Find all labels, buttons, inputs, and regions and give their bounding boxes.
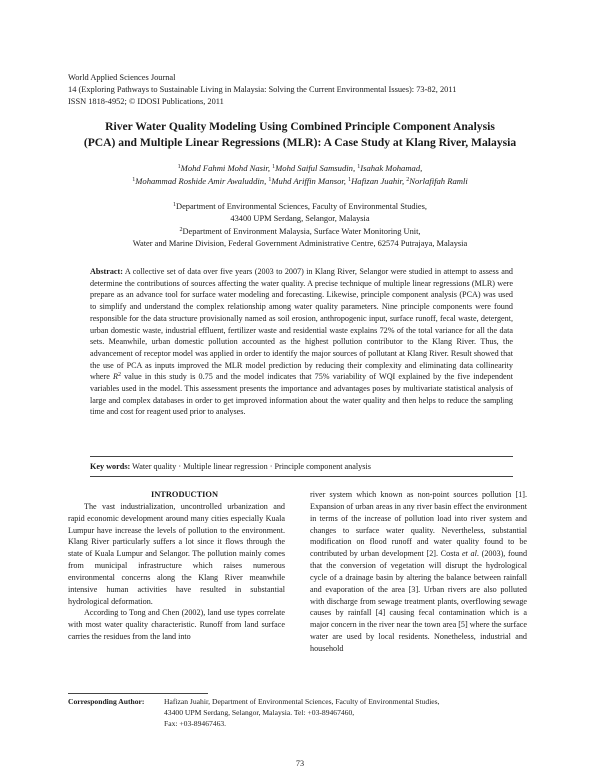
author-list (70, 162, 530, 187)
affiliation-1-line-1 (70, 201, 530, 213)
et-al-text: et al (461, 549, 477, 559)
affiliation-sup: 2 (179, 226, 183, 233)
paper-title (70, 119, 530, 151)
right-column (310, 489, 527, 655)
abstract-text-2: value in this study is 0.75 and the model indicates that 75% variability of WQI explained by the five independent variables used in the model. This assessment presents the importance and advantages poses by multivariate statistical analysis of large and complex databases in order to get improved information about the water quality and then helps to reduce the sampling time and cost for reagent used prior to analyses. (90, 372, 513, 417)
journal-name: World Applied Sciences Journal (68, 73, 176, 82)
keywords (90, 462, 513, 471)
left-column (68, 489, 285, 643)
intro-paragraph-2: According to Tong and Chen (2002), land use types correlate with most water quality characteristic. Runoff from land surface carries the residues from the land into (68, 608, 285, 642)
keywords-bottom-rule (90, 476, 513, 477)
author-name: Hafizan Juahir (351, 175, 402, 186)
section-heading: INTRODUCTION (150, 490, 218, 499)
author-line-1: $^1$Mohd Fahmi Mohd Nasir, $^1$Mohd Saiful Samsudin, $^1$Isahak Mohamad, (177, 163, 423, 173)
title-line-1: River Water Quality Modeling Using Combined Principle Component Analysis (105, 120, 495, 133)
affiliation-2-line-2: Water and Marine Division, Federal Government Administrative Centre, 62574 Putrajaya, Malaysia (132, 238, 468, 248)
title-line-2: (PCA) and Multiple Linear Regressions (MLR): A Case Study at Klang River, Malaysia (83, 136, 517, 149)
author-sup: 2 (406, 176, 410, 183)
affiliation-sup: 1 (173, 202, 177, 208)
author-line-2: $^1$Mohammad Roshide Amir Awaluddin, $^1$Muhd Ariffin Mansor, $^1$Hafizan Juahir, $^2$Norlafifah Ramli (132, 175, 468, 186)
author-name: Muhd Ariffin Mansor (271, 175, 344, 186)
author-sup: 1 (132, 176, 136, 183)
journal-header (68, 72, 538, 109)
corresponding-text: Hafizan Juahir, Department of Environmental Sciences, Faculty of Environmental Studies, (164, 697, 440, 706)
affiliations (70, 201, 530, 250)
author-name: Norlafifah Ramli (409, 175, 468, 186)
abstract-text-1: A collective set of data over five years (2003 to 2007) in Klang River, Selangor were studied in attempt to assess and determine the contributions of sources affecting the water quality. A precise technique of multiple linear regressions (MLR) were prepare as an advance tool for surface water modeling and forecasting. Likewise, principle component analysis (PCA) was used to simplify and understand the complex relationship among water quality parameters. Nine principle components were found responsible for the data structure provisionally named as soil erosion, anthropogenic input, surface runoff, fecal waste, detergent, urban domestic waste, industrial effluent, fertilizer waste and residential waste explains 72% of the total variance for all the data sets. Meanwhile, urban domestic pollution accounted as the highest pollution contributor to the Klang River. Thus, the advancement of receptor model was applied in order to identify the major sources of pollutant at Klang River. Result showed that the use of PCA as inputs improved the MLR model prediction by reducing their complexity and eliminating data collinearity where (90, 267, 513, 382)
corresponding-line-2: 43400 UPM Serdang, Selangor, Malaysia. Tel: +03-89467460, (164, 707, 355, 717)
author-name: Isahak Mohamad (360, 163, 421, 173)
author-sup: 1 (357, 164, 361, 170)
corresponding-label: Corresponding Author: (68, 697, 145, 706)
paragraph-text: river system which known as non-point sources pollution [1]. Expansion of urban areas in any river basin effect the environment in terms of the increase of pollution load into river system and changes to surface water quality. Nevertheless, substantial modification on flood runoff and water quality found to be contributed by urban development [2]. Costa (310, 490, 527, 559)
abstract (90, 266, 513, 418)
author-name: Mohd Saiful Samsudin (275, 163, 353, 173)
r-squared-symbol: R (113, 372, 118, 382)
affiliation-2-line-1 (70, 226, 530, 238)
affiliation-text: Department of Environmental Sciences, Faculty of Environmental Studies, (176, 202, 427, 211)
journal-issn: ISSN 1818-4952; © IDOSI Publications, 2011 (68, 97, 224, 107)
affiliation-text: Department of Environment Malaysia, Surface Water Monitoring Unit, (182, 226, 421, 236)
corresponding-author (68, 697, 538, 729)
keywords-text: Water quality · Multiple linear regression · Principle component analysis (130, 462, 371, 471)
corresponding-line-1 (68, 697, 538, 708)
affiliation-1-line-2: 43400 UPM Serdang, Selangor, Malaysia (230, 214, 370, 224)
r-squared-exponent: 2 (117, 372, 121, 379)
author-sup: 1 (268, 176, 272, 183)
author-sup: 1 (177, 164, 181, 170)
journal-issue: 14 (Exploring Pathways to Sustainable Living in Malaysia: Solving the Current Environmental Issues): 73-82, 2011 (68, 85, 457, 95)
footnote-rule (68, 693, 208, 694)
abstract-label: Abstract: (90, 267, 123, 276)
keywords-top-rule (90, 456, 513, 457)
author-name: Mohammad Roshide Amir Awaluddin (135, 175, 265, 186)
corresponding-line-3: Fax: +03-89467463. (164, 718, 227, 728)
author-name: Mohd Fahmi Mohd Nasir (180, 163, 268, 173)
page-number: 73 (295, 759, 305, 768)
intro-paragraph-continued (310, 489, 527, 655)
author-sup: 1 (348, 176, 352, 183)
author-sup: 1 (272, 164, 276, 170)
paragraph-text: . (2003), found that the conversion of vegetation will disrupt the hydrological cycle of a drainage basin by altering the balance between rainfall and evaporation of the area [3]. Urban rivers are also polluted with discharge from sewage treatment plants, overflowing sewage causes by rainfall [4] causing fecal contamination which is a major concern in the river near the town area [5] where the surface water are used by local residents. Nonetheless, industrial and household (310, 549, 528, 653)
intro-paragraph-1: The vast industrialization, uncontrolled urbanization and rapid economic development around many cities especially Kuala Lumpur have increase the levels of pollution to the environment. Klang River particularly suffers a lot since it flows through the state of Kuala Lumpur and Selangor. The pollution mainly comes from municipal infrastructure which raises numerous environmental concerns along the Klang River meanwhile intensive human activities have resulted in substantial hydrological deformation. (68, 501, 285, 606)
keywords-label: Key words: (90, 462, 131, 471)
